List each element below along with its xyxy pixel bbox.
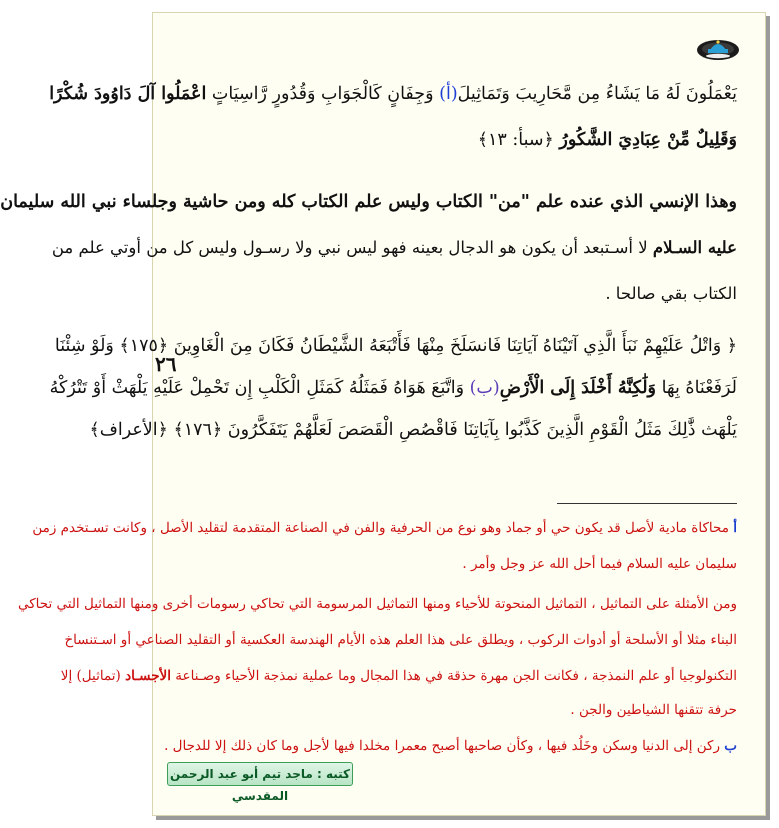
verse-line-6: ﴿ وَاتْلُ عَلَيْهِمْ نَبَأَ الَّذِي آتَيْنَاهُ آيَاتِنَا فَانسَلَخَ مِنْهَا فَأَتْبَعَهُ الشَّيْطَانُ فَكَانَ مِنَ الْغَاوِينَ ﴿١٧٥﴾ وَلَوْ شِئْنَا <box>54 336 737 356</box>
verse-segment-bold: وَلَٰكِنَّهُ أَخْلَدَ إِلَى الْأَرْضِ <box>499 378 657 398</box>
footnote-divider <box>557 503 737 504</box>
footnote-1-line-2: سليمان عليه السلام فيما أحل الله عز وجل وأمر . <box>462 556 737 572</box>
footnote-marker-a: أ <box>733 520 737 536</box>
footnote-1-line-5 <box>60 668 737 684</box>
body-line-3: وهذا الإنسي الذي عنده علم "من" الكتاب وليس علم الكتاب كله ومن حاشية وجلساء نبي الله سليمان <box>0 192 737 212</box>
footnote-1-line-4: البناء مثلا أو الأسلحة أو أدوات الركوب ، ويطلق على هذا العلم هذه الأيام الهندسة العكسية أو التقليد الصناعي أو اسـتنساخ <box>64 632 737 648</box>
body-segment: لا أسـتبعد أن يكون هو الدجال بعينه فهو ليس نبي ولا رسـول وليس كل من أوتي علم من <box>51 238 653 257</box>
footnote-1-line-6: حرفة تتقنها الشياطين والجن . <box>570 702 737 718</box>
verse-line-7 <box>49 378 737 398</box>
verse-reference: ﴿سبأ: ١٣﴾ <box>477 130 560 150</box>
footnote-text: التكنولوجيا أو علم النمذجة ، فكانت الجن مهرة حذقة في هذا المجال وما عملية نمذجة الأحياء وصـناعة <box>171 668 737 684</box>
verse-line-1 <box>49 84 737 104</box>
footnote-1-line-3: ومن الأمثلة على التماثيل ، التماثيل المنحوتة للأحياء ومنها التماثيل المرسومة التي تحاكي رسومات أخرى ومنها التماثيل التي تحاكي <box>17 596 737 612</box>
verse-segment: لَرَفَعْنَاهُ بِهَا <box>656 378 737 398</box>
verse-segment: وَجِفَانٍ كَالْجَوَابِ وَقُدُورٍ رَّاسِيَاتٍ <box>206 84 440 104</box>
page-number: ٢٦ <box>155 352 177 376</box>
verse-segment-bold: اعْمَلُوا آلَ دَاوُودَ شُكْرًا <box>49 84 207 104</box>
verse-segment: وَاتَّبَعَ هَوَاهُ فَمَثَلُهُ كَمَثَلِ الْكَلْبِ إِن تَحْمِلْ عَلَيْهِ يَلْهَثْ أَوْ تَتْرُكْهُ <box>49 378 470 398</box>
body-segment-bold: عليه السـلام <box>652 238 737 257</box>
verse-line-2 <box>177 130 737 150</box>
footnote-text: ركن إلى الدنيا وسكن وخَلُد فيها ، وكأن صاحبها أصبح معمرا مخلدا فيها لأجل وما كان ذلك إلا للدجال . <box>164 738 725 754</box>
footnote-marker-b: ب <box>724 738 737 754</box>
mosque-emblem-icon <box>695 34 741 62</box>
footnote-ref-a[interactable]: (أ) <box>439 84 458 104</box>
footnote-text: محاكاة مادية لأصل قد يكون حي أو جماد وهو نوع من الحرفية والفن في الصناعة المتقدمة لتقليد الأصل ، وكانت تسـتخدم زمن <box>32 520 734 536</box>
footnote-ref-b[interactable]: (ب) <box>469 378 500 398</box>
footnote-2 <box>164 738 737 754</box>
verse-segment-bold: وَقَلِيلٌ مِّنْ عِبَادِيَ الشَّكُورُ <box>559 130 737 150</box>
footnote-text: (تماثيل) إلا <box>60 668 126 684</box>
footnote-1-line-1 <box>32 520 737 536</box>
verse-line-8: يَلْهَث ذَّٰلِكَ مَثَلُ الْقَوْمِ الَّذِينَ كَذَّبُوا بِآيَاتِنَا فَاقْصُصِ الْقَصَصَ لَعَلَّهُمْ يَتَفَكَّرُونَ ﴿١٧٦﴾ ﴿الأعراف﴾ <box>89 420 737 440</box>
footnote-text-bold: الأجسـاد <box>125 668 171 684</box>
verse-segment: يَعْمَلُونَ لَهُ مَا يَشَاءُ مِن مَّحَارِيبَ وَتَمَاثِيلَ <box>457 84 737 104</box>
body-line-5: الكتاب بقي صالحا . <box>605 284 737 303</box>
author-badge: كتبه : ماجد تيم أبو عبد الرحمن المقدسي <box>167 762 353 786</box>
body-line-4 <box>51 238 737 257</box>
